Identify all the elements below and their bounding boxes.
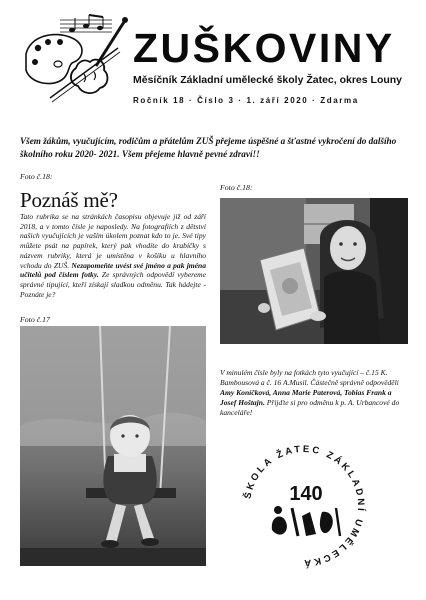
issue-info: Ročník 18 · Číslo 3 · 1. září 2020 · Zdarma xyxy=(133,96,359,105)
violin-palette-notes-icon xyxy=(20,14,132,106)
caption-top-right: Foto č.18: xyxy=(220,183,253,192)
intro-bold: Nezapomeňte uvést své jméno a pak jména učitelů pod číslem fotky. xyxy=(20,260,207,280)
answer-names: Amy Koníčková, Anna Marie Paterová, Tobias Frank a Josef Hoštajn. xyxy=(220,387,392,407)
section-title: Poznáš mě? xyxy=(20,188,118,212)
intro-text xyxy=(20,212,206,299)
intro-end: Ze správných odpovědí vybereme správné tipující, kteří získají sladkou odměnu. Tak hádejte - Poznáte je? xyxy=(20,270,206,299)
anniversary-seal-icon xyxy=(236,438,372,574)
answer-text xyxy=(220,368,400,418)
answer-p1: V minulém čísle byly na fotkách tyto vyučující – č.15 K. Bambousová a č. 16 A.Musil. Částečně správně odpověděli xyxy=(220,368,399,387)
greeting-text: Všem žákům, vyučujícím, rodičům a přátelům ZUŠ přejeme úspěšné a šťastné vykročení do dalšího školního roku 2020- 2021. Všem přejeme hlavně pevné zdraví!! xyxy=(20,136,397,159)
photo-child-swing xyxy=(20,326,206,566)
seal-number: 140 xyxy=(289,483,323,505)
masthead-subtitle: Měsíčník Základní umělecké školy Žatec, okres Louny xyxy=(133,74,403,86)
answer-p2: Přijďte si pro odměnu k p. A. Urbancové do kanceláře! xyxy=(220,397,400,417)
seal-ring-text: ŠKOLA ŽATEC ZÁKLADNÍ UMĚLECKÁ xyxy=(242,443,367,569)
masthead-title: ZUŠKOVINY xyxy=(133,25,395,71)
caption-left-photo: Foto č.17 xyxy=(20,315,50,324)
photo-girl-book xyxy=(220,198,408,344)
caption-top-left: Foto č.18: xyxy=(20,172,53,181)
intro-plain: Tato rubrika se na stránkách časopisu objevuje již od září 2018, a v tomto čísle je naposledy. Na fotografiích z dětství našich vyučujících je vaším úkolem poznat kdo to je. Své tipy můžete psát na papírek, který pak vhodíte do krabičky s názvem rubriky, která je umístěna v košíku u hlavního vchodu do ZUŠ. xyxy=(20,212,206,270)
